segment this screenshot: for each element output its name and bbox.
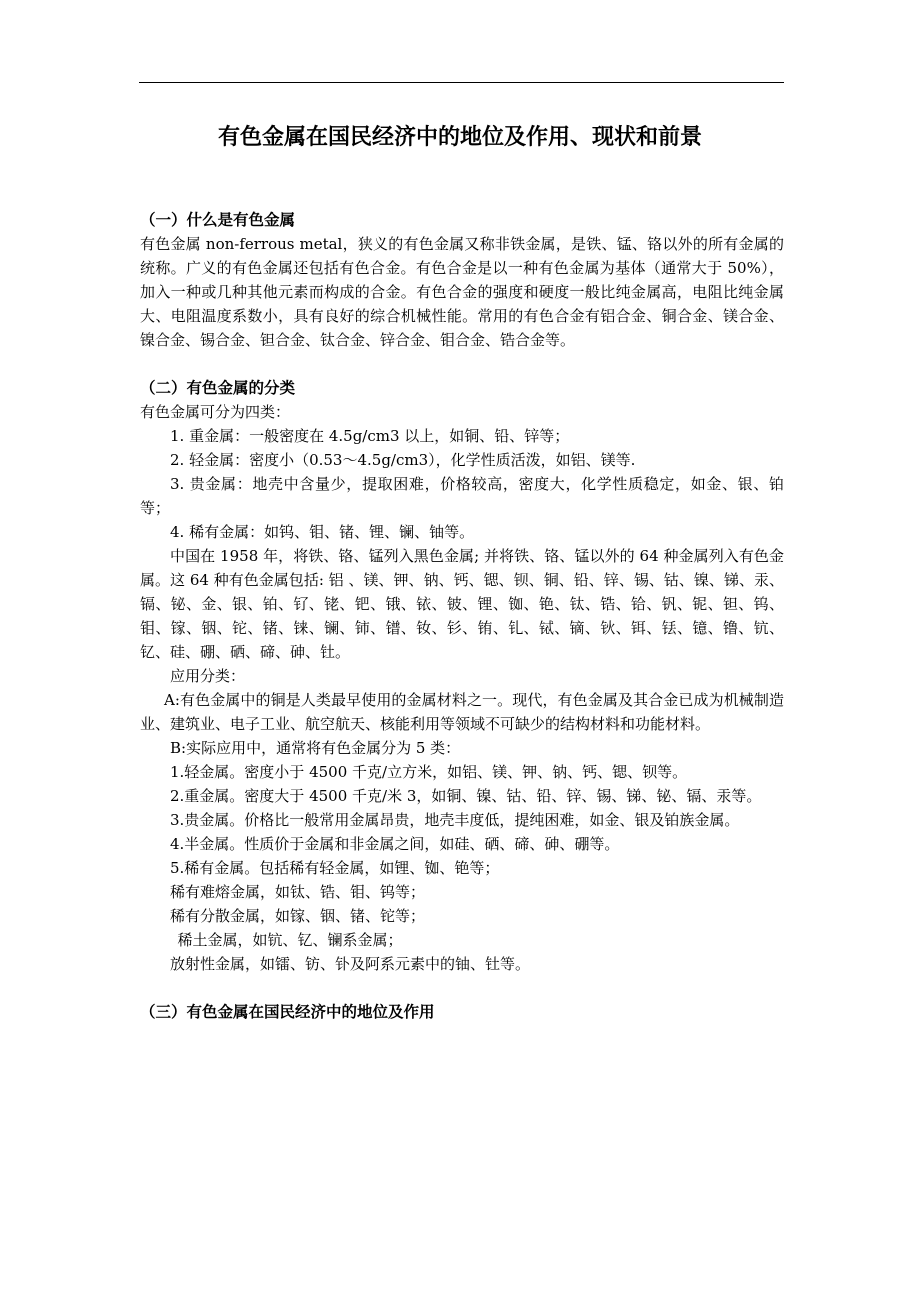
section-heading-role: （三）有色金属在国民经济中的地位及作用 xyxy=(140,1003,435,1021)
b-item-rare: 5.稀有金属。包括稀有轻金属，如锂、铷、铯等； xyxy=(170,859,500,877)
b-item-heavy: 2.重金属。密度大于 4500 千克/米 3，如铜、镍、钴、铅、锌、锡、锑、铋、镉、汞等。 xyxy=(170,787,762,805)
rare-item-refractory: 稀有难熔金属，如钛、锆、钼、钨等； xyxy=(170,883,426,901)
rare-item-dispersed: 稀有分散金属，如镓、铟、锗、铊等； xyxy=(170,907,426,925)
application-label: 应用分类： xyxy=(170,667,246,685)
china-classification-paragraph: 中国在 1958 年，将铁、铬、锰列入黑色金属; 并将铁、铬、锰以外的 64 种金属列入有色金属。这 64 种有色金属包括: 铝 、镁、钾、钠、钙、锶、钡、铜、铅、锌、锡、钴、镍、锑、汞、镉、铋、金、银、铂、钌、铑、钯、锇、铱、铍、锂、铷、铯、钛、锆、铪、钒、铌、钽、钨、钼、镓、铟、铊、锗、铼、镧、铈、镨、钕、钐、铕、钆、铽、镝、钬、铒、铥、镱、镥、钪、钇、硅、硼、硒、碲、砷、钍。 xyxy=(140,547,784,661)
class-item-precious: 3. 贵金属：地壳中含量少，提取困难，价格较高，密度大，化学性质稳定，如金、银、铂等； xyxy=(140,475,784,517)
document-body xyxy=(140,208,784,1024)
definition-paragraph: 有色金属 non-ferrous metal，狭义的有色金属又称非铁金属，是铁、锰、铬以外的所有金属的统称。广义的有色金属还包括有色合金。有色合金是以一种有色金属为基体（通常大于 50%），加入一种或几种其他元素而构成的合金。有色合金的强度和硬度一般比纯金属高，电阻比纯金属大、电阻温度系数小，具有良好的综合机械性能。常用的有色合金有铝合金、铜合金、镁合金、镍合金、锡合金、钽合金、钛合金、锌合金、钼合金、锆合金等。 xyxy=(140,235,784,349)
b-item-light: 1.轻金属。密度小于 4500 千克/立方米，如铝、镁、钾、钠、钙、锶、钡等。 xyxy=(170,763,688,781)
header-rule xyxy=(139,82,784,83)
class-item-rare: 4. 稀有金属：如钨、钼、锗、锂、镧、铀等。 xyxy=(170,523,475,541)
class-item-light: 2. 轻金属：密度小（0.53～4.5g/cm3），化学性质活泼，如铝、镁等. xyxy=(170,451,636,469)
class-item-heavy: 1. 重金属：一般密度在 4.5g/cm3 以上，如铜、铅、锌等； xyxy=(170,427,570,445)
application-a-paragraph: A:有色金属中的铜是人类最早使用的金属材料之一。现代，有色金属及其合金已成为机械制造业、建筑业、电子工业、航空航天、核能利用等领域不可缺少的结构材料和功能材料。 xyxy=(140,691,784,733)
section-heading-classification: （二）有色金属的分类 xyxy=(140,379,296,397)
application-b-paragraph: B:实际应用中，通常将有色金属分为 5 类： xyxy=(170,739,461,757)
b-item-precious: 3.贵金属。价格比一般常用金属昂贵，地壳丰度低，提纯困难，如金、银及铂族金属。 xyxy=(170,811,740,829)
rare-item-rare-earth: 稀土金属，如钪、钇、镧系金属； xyxy=(177,931,403,949)
page-title: 有色金属在国民经济中的地位及作用、现状和前景 xyxy=(217,125,702,150)
rare-item-radioactive: 放射性金属，如镭、钫、钋及阿系元素中的铀、钍等。 xyxy=(170,955,531,973)
section-heading-what-is: （一）什么是有色金属 xyxy=(140,211,296,229)
classification-intro: 有色金属可分为四类： xyxy=(140,403,291,421)
b-item-semimetal: 4.半金属。性质价于金属和非金属之间，如硅、硒、碲、砷、硼等。 xyxy=(170,835,620,853)
